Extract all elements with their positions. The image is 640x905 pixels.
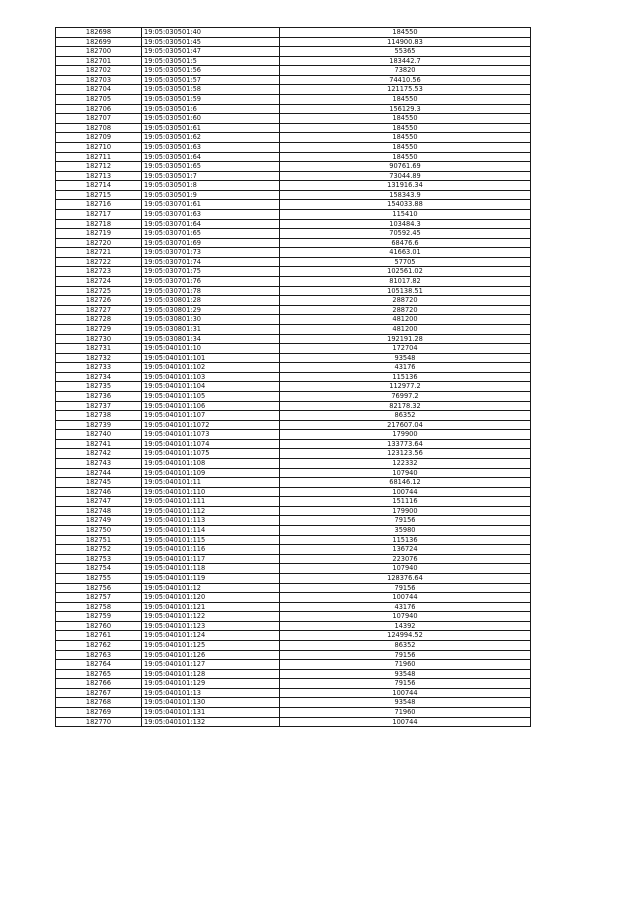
record-id-cell: 182739 (56, 420, 142, 430)
value-cell: 184550 (280, 142, 531, 152)
cadastral-number-cell: 19:05:040101:125 (142, 641, 280, 651)
cadastral-number-cell: 19:05:030501:47 (142, 47, 280, 57)
record-id-cell: 182753 (56, 554, 142, 564)
value-cell: 192191.28 (280, 334, 531, 344)
record-id-cell: 182702 (56, 66, 142, 76)
value-cell: 184550 (280, 123, 531, 133)
data-table (55, 27, 531, 727)
value-cell: 79156 (280, 516, 531, 526)
cadastral-number-cell: 19:05:030801:34 (142, 334, 280, 344)
record-id-cell: 182714 (56, 181, 142, 191)
value-cell: 217607.04 (280, 420, 531, 430)
table-row (56, 363, 531, 373)
value-cell: 184550 (280, 95, 531, 105)
table-row (56, 621, 531, 631)
table-row (56, 449, 531, 459)
record-id-cell: 182761 (56, 631, 142, 641)
cadastral-number-cell: 19:05:030701:75 (142, 267, 280, 277)
table-row (56, 219, 531, 229)
record-id-cell: 182724 (56, 277, 142, 287)
record-id-cell: 182709 (56, 133, 142, 143)
value-cell: 481200 (280, 324, 531, 334)
table-row (56, 669, 531, 679)
table-row (56, 516, 531, 526)
record-id-cell: 182768 (56, 698, 142, 708)
cadastral-number-cell: 19:05:040101:119 (142, 573, 280, 583)
cadastral-number-cell: 19:05:040101:1075 (142, 449, 280, 459)
cadastral-number-cell: 19:05:040101:127 (142, 660, 280, 670)
value-cell: 86352 (280, 641, 531, 651)
record-id-cell: 182765 (56, 669, 142, 679)
value-cell: 79156 (280, 650, 531, 660)
table-row (56, 679, 531, 689)
table-row (56, 382, 531, 392)
table-row (56, 200, 531, 210)
table-row (56, 37, 531, 47)
table-row (56, 95, 531, 105)
table-row (56, 133, 531, 143)
table-row (56, 267, 531, 277)
value-cell: 184550 (280, 133, 531, 143)
record-id-cell: 182767 (56, 688, 142, 698)
cadastral-number-cell: 19:05:040101:13 (142, 688, 280, 698)
record-id-cell: 182744 (56, 468, 142, 478)
table-row (56, 75, 531, 85)
value-cell: 100744 (280, 717, 531, 727)
cadastral-number-cell: 19:05:040101:130 (142, 698, 280, 708)
value-cell: 79156 (280, 679, 531, 689)
record-id-cell: 182725 (56, 286, 142, 296)
cadastral-number-cell: 19:05:030501:56 (142, 66, 280, 76)
record-id-cell: 182749 (56, 516, 142, 526)
table-row (56, 602, 531, 612)
cadastral-number-cell: 19:05:030701:78 (142, 286, 280, 296)
table-row (56, 47, 531, 57)
table-row (56, 564, 531, 574)
table-row (56, 506, 531, 516)
cadastral-number-cell: 19:05:040101:105 (142, 391, 280, 401)
value-cell: 154033.88 (280, 200, 531, 210)
record-id-cell: 182736 (56, 391, 142, 401)
table-row (56, 238, 531, 248)
table-row (56, 641, 531, 651)
record-id-cell: 182713 (56, 171, 142, 181)
table-row (56, 334, 531, 344)
table-row (56, 277, 531, 287)
cadastral-number-cell: 19:05:040101:111 (142, 497, 280, 507)
table-row (56, 315, 531, 325)
table-row (56, 430, 531, 440)
cadastral-number-cell: 19:05:040101:123 (142, 621, 280, 631)
value-cell: 131916.34 (280, 181, 531, 191)
value-cell: 122332 (280, 459, 531, 469)
record-id-cell: 182729 (56, 324, 142, 334)
table-row (56, 209, 531, 219)
table-row (56, 114, 531, 124)
record-id-cell: 182770 (56, 717, 142, 727)
value-cell: 179900 (280, 506, 531, 516)
cadastral-number-cell: 19:05:030501:62 (142, 133, 280, 143)
value-cell: 81017.82 (280, 277, 531, 287)
value-cell: 76997.2 (280, 391, 531, 401)
table-body (56, 28, 531, 727)
cadastral-number-cell: 19:05:030801:30 (142, 315, 280, 325)
cadastral-number-cell: 19:05:040101:11 (142, 478, 280, 488)
value-cell: 71960 (280, 660, 531, 670)
table-row (56, 190, 531, 200)
table-row (56, 28, 531, 38)
record-id-cell: 182737 (56, 401, 142, 411)
value-cell: 70592.45 (280, 229, 531, 239)
record-id-cell: 182699 (56, 37, 142, 47)
value-cell: 156129.3 (280, 104, 531, 114)
value-cell: 172704 (280, 344, 531, 354)
value-cell: 79156 (280, 583, 531, 593)
record-id-cell: 182722 (56, 257, 142, 267)
value-cell: 57705 (280, 257, 531, 267)
value-cell: 121175.53 (280, 85, 531, 95)
cadastral-number-cell: 19:05:030701:74 (142, 257, 280, 267)
table-row (56, 56, 531, 66)
record-id-cell: 182710 (56, 142, 142, 152)
value-cell: 151116 (280, 497, 531, 507)
value-cell: 223076 (280, 554, 531, 564)
table-row (56, 717, 531, 727)
table-row (56, 688, 531, 698)
cadastral-number-cell: 19:05:040101:1072 (142, 420, 280, 430)
table-row (56, 497, 531, 507)
cadastral-number-cell: 19:05:030701:73 (142, 248, 280, 258)
value-cell: 136724 (280, 545, 531, 555)
cadastral-number-cell: 19:05:030501:61 (142, 123, 280, 133)
table-row (56, 573, 531, 583)
cadastral-number-cell: 19:05:030501:5 (142, 56, 280, 66)
value-cell: 68146.12 (280, 478, 531, 488)
value-cell: 123123.56 (280, 449, 531, 459)
table-row (56, 391, 531, 401)
value-cell: 481200 (280, 315, 531, 325)
cadastral-number-cell: 19:05:040101:1073 (142, 430, 280, 440)
cadastral-number-cell: 19:05:030801:28 (142, 296, 280, 306)
table-row (56, 478, 531, 488)
record-id-cell: 182708 (56, 123, 142, 133)
value-cell: 90761.69 (280, 162, 531, 172)
table-row (56, 698, 531, 708)
value-cell: 73820 (280, 66, 531, 76)
value-cell: 93548 (280, 698, 531, 708)
table-row (56, 401, 531, 411)
record-id-cell: 182750 (56, 526, 142, 536)
record-id-cell: 182735 (56, 382, 142, 392)
table-row (56, 305, 531, 315)
value-cell: 115136 (280, 372, 531, 382)
record-id-cell: 182703 (56, 75, 142, 85)
cadastral-number-cell: 19:05:030501:57 (142, 75, 280, 85)
value-cell: 73044.89 (280, 171, 531, 181)
record-id-cell: 182745 (56, 478, 142, 488)
value-cell: 100744 (280, 593, 531, 603)
record-id-cell: 182698 (56, 28, 142, 38)
record-id-cell: 182711 (56, 152, 142, 162)
record-id-cell: 182716 (56, 200, 142, 210)
table-row (56, 324, 531, 334)
cadastral-number-cell: 19:05:040101:110 (142, 487, 280, 497)
value-cell: 100744 (280, 487, 531, 497)
value-cell: 41663.01 (280, 248, 531, 258)
table-row (56, 85, 531, 95)
record-id-cell: 182756 (56, 583, 142, 593)
record-id-cell: 182734 (56, 372, 142, 382)
table-row (56, 593, 531, 603)
cadastral-number-cell: 19:05:040101:103 (142, 372, 280, 382)
value-cell: 43176 (280, 363, 531, 373)
cadastral-number-cell: 19:05:040101:1074 (142, 439, 280, 449)
record-id-cell: 182728 (56, 315, 142, 325)
cadastral-number-cell: 19:05:040101:120 (142, 593, 280, 603)
table-row (56, 229, 531, 239)
value-cell: 105138.51 (280, 286, 531, 296)
value-cell: 179900 (280, 430, 531, 440)
cadastral-number-cell: 19:05:040101:115 (142, 535, 280, 545)
table-row (56, 286, 531, 296)
record-id-cell: 182700 (56, 47, 142, 57)
cadastral-number-cell: 19:05:030501:58 (142, 85, 280, 95)
table-row (56, 660, 531, 670)
table-row (56, 708, 531, 718)
value-cell: 93548 (280, 353, 531, 363)
table-row (56, 104, 531, 114)
value-cell: 103484.3 (280, 219, 531, 229)
value-cell: 114900.83 (280, 37, 531, 47)
record-id-cell: 182705 (56, 95, 142, 105)
cadastral-number-cell: 19:05:040101:106 (142, 401, 280, 411)
record-id-cell: 182715 (56, 190, 142, 200)
record-id-cell: 182769 (56, 708, 142, 718)
cadastral-number-cell: 19:05:030501:63 (142, 142, 280, 152)
cadastral-number-cell: 19:05:030501:64 (142, 152, 280, 162)
table-row (56, 535, 531, 545)
table-row (56, 372, 531, 382)
record-id-cell: 182712 (56, 162, 142, 172)
value-cell: 55365 (280, 47, 531, 57)
cadastral-number-cell: 19:05:040101:117 (142, 554, 280, 564)
value-cell: 107940 (280, 612, 531, 622)
value-cell: 115410 (280, 209, 531, 219)
record-id-cell: 182755 (56, 573, 142, 583)
value-cell: 158343.9 (280, 190, 531, 200)
cadastral-number-cell: 19:05:040101:10 (142, 344, 280, 354)
cadastral-number-cell: 19:05:030501:40 (142, 28, 280, 38)
table-row (56, 181, 531, 191)
cadastral-number-cell: 19:05:030701:64 (142, 219, 280, 229)
record-id-cell: 182721 (56, 248, 142, 258)
cadastral-number-cell: 19:05:030501:9 (142, 190, 280, 200)
cadastral-number-cell: 19:05:030801:31 (142, 324, 280, 334)
value-cell: 128376.64 (280, 573, 531, 583)
record-id-cell: 182701 (56, 56, 142, 66)
cadastral-number-cell: 19:05:040101:116 (142, 545, 280, 555)
cadastral-number-cell: 19:05:040101:113 (142, 516, 280, 526)
table-row (56, 526, 531, 536)
cadastral-number-cell: 19:05:030701:65 (142, 229, 280, 239)
table-row (56, 152, 531, 162)
table-row (56, 420, 531, 430)
record-id-cell: 182751 (56, 535, 142, 545)
record-id-cell: 182760 (56, 621, 142, 631)
record-id-cell: 182764 (56, 660, 142, 670)
cadastral-number-cell: 19:05:030501:8 (142, 181, 280, 191)
record-id-cell: 182720 (56, 238, 142, 248)
table-row (56, 612, 531, 622)
record-id-cell: 182732 (56, 353, 142, 363)
record-id-cell: 182754 (56, 564, 142, 574)
value-cell: 115136 (280, 535, 531, 545)
table-row (56, 353, 531, 363)
value-cell: 288720 (280, 305, 531, 315)
value-cell: 184550 (280, 152, 531, 162)
record-id-cell: 182762 (56, 641, 142, 651)
record-id-cell: 182758 (56, 602, 142, 612)
cadastral-number-cell: 19:05:030501:60 (142, 114, 280, 124)
cadastral-number-cell: 19:05:040101:121 (142, 602, 280, 612)
value-cell: 102561.02 (280, 267, 531, 277)
record-id-cell: 182726 (56, 296, 142, 306)
cadastral-number-cell: 19:05:040101:104 (142, 382, 280, 392)
cadastral-number-cell: 19:05:030501:7 (142, 171, 280, 181)
table-row (56, 583, 531, 593)
record-id-cell: 182747 (56, 497, 142, 507)
table-row (56, 171, 531, 181)
value-cell: 82178.32 (280, 401, 531, 411)
cadastral-number-cell: 19:05:040101:101 (142, 353, 280, 363)
cadastral-number-cell: 19:05:040101:114 (142, 526, 280, 536)
record-id-cell: 182707 (56, 114, 142, 124)
cadastral-number-cell: 19:05:040101:126 (142, 650, 280, 660)
record-id-cell: 182746 (56, 487, 142, 497)
cadastral-number-cell: 19:05:040101:129 (142, 679, 280, 689)
record-id-cell: 182717 (56, 209, 142, 219)
cadastral-number-cell: 19:05:030501:65 (142, 162, 280, 172)
table-row (56, 631, 531, 641)
value-cell: 74410.56 (280, 75, 531, 85)
cadastral-number-cell: 19:05:040101:108 (142, 459, 280, 469)
cadastral-number-cell: 19:05:030701:61 (142, 200, 280, 210)
value-cell: 93548 (280, 669, 531, 679)
table-row (56, 296, 531, 306)
value-cell: 184550 (280, 28, 531, 38)
value-cell: 184550 (280, 114, 531, 124)
value-cell: 86352 (280, 411, 531, 421)
value-cell: 14392 (280, 621, 531, 631)
value-cell: 71960 (280, 708, 531, 718)
cadastral-number-cell: 19:05:040101:131 (142, 708, 280, 718)
table-row (56, 459, 531, 469)
value-cell: 35980 (280, 526, 531, 536)
record-id-cell: 182742 (56, 449, 142, 459)
record-id-cell: 182704 (56, 85, 142, 95)
value-cell: 43176 (280, 602, 531, 612)
value-cell: 107940 (280, 468, 531, 478)
cadastral-number-cell: 19:05:040101:12 (142, 583, 280, 593)
record-id-cell: 182757 (56, 593, 142, 603)
record-id-cell: 182741 (56, 439, 142, 449)
value-cell: 107940 (280, 564, 531, 574)
table-row (56, 123, 531, 133)
value-cell: 133773.64 (280, 439, 531, 449)
value-cell: 100744 (280, 688, 531, 698)
value-cell: 124994.52 (280, 631, 531, 641)
record-id-cell: 182706 (56, 104, 142, 114)
value-cell: 288720 (280, 296, 531, 306)
record-id-cell: 182718 (56, 219, 142, 229)
table-row (56, 439, 531, 449)
cadastral-number-cell: 19:05:040101:109 (142, 468, 280, 478)
table-row (56, 344, 531, 354)
cadastral-number-cell: 19:05:040101:102 (142, 363, 280, 373)
record-id-cell: 182731 (56, 344, 142, 354)
record-id-cell: 182730 (56, 334, 142, 344)
table-row (56, 162, 531, 172)
record-id-cell: 182740 (56, 430, 142, 440)
cadastral-number-cell: 19:05:030501:59 (142, 95, 280, 105)
table-row (56, 257, 531, 267)
cadastral-number-cell: 19:05:030701:69 (142, 238, 280, 248)
cadastral-number-cell: 19:05:040101:128 (142, 669, 280, 679)
table-row (56, 650, 531, 660)
table-row (56, 411, 531, 421)
record-id-cell: 182733 (56, 363, 142, 373)
cadastral-number-cell: 19:05:040101:118 (142, 564, 280, 574)
table-row (56, 142, 531, 152)
value-cell: 183442.7 (280, 56, 531, 66)
record-id-cell: 182743 (56, 459, 142, 469)
table-row (56, 66, 531, 76)
record-id-cell: 182763 (56, 650, 142, 660)
cadastral-number-cell: 19:05:030701:63 (142, 209, 280, 219)
cadastral-number-cell: 19:05:030501:6 (142, 104, 280, 114)
cadastral-number-cell: 19:05:030801:29 (142, 305, 280, 315)
table-row (56, 248, 531, 258)
cadastral-number-cell: 19:05:040101:132 (142, 717, 280, 727)
cadastral-number-cell: 19:05:030701:76 (142, 277, 280, 287)
cadastral-number-cell: 19:05:040101:112 (142, 506, 280, 516)
record-id-cell: 182719 (56, 229, 142, 239)
record-id-cell: 182759 (56, 612, 142, 622)
table-row (56, 487, 531, 497)
record-id-cell: 182748 (56, 506, 142, 516)
table-row (56, 554, 531, 564)
record-id-cell: 182738 (56, 411, 142, 421)
cadastral-number-cell: 19:05:040101:124 (142, 631, 280, 641)
record-id-cell: 182723 (56, 267, 142, 277)
value-cell: 112977.2 (280, 382, 531, 392)
record-id-cell: 182766 (56, 679, 142, 689)
value-cell: 68476.6 (280, 238, 531, 248)
cadastral-number-cell: 19:05:040101:122 (142, 612, 280, 622)
table-row (56, 545, 531, 555)
record-id-cell: 182727 (56, 305, 142, 315)
record-id-cell: 182752 (56, 545, 142, 555)
cadastral-number-cell: 19:05:040101:107 (142, 411, 280, 421)
table-row (56, 468, 531, 478)
cadastral-number-cell: 19:05:030501:45 (142, 37, 280, 47)
